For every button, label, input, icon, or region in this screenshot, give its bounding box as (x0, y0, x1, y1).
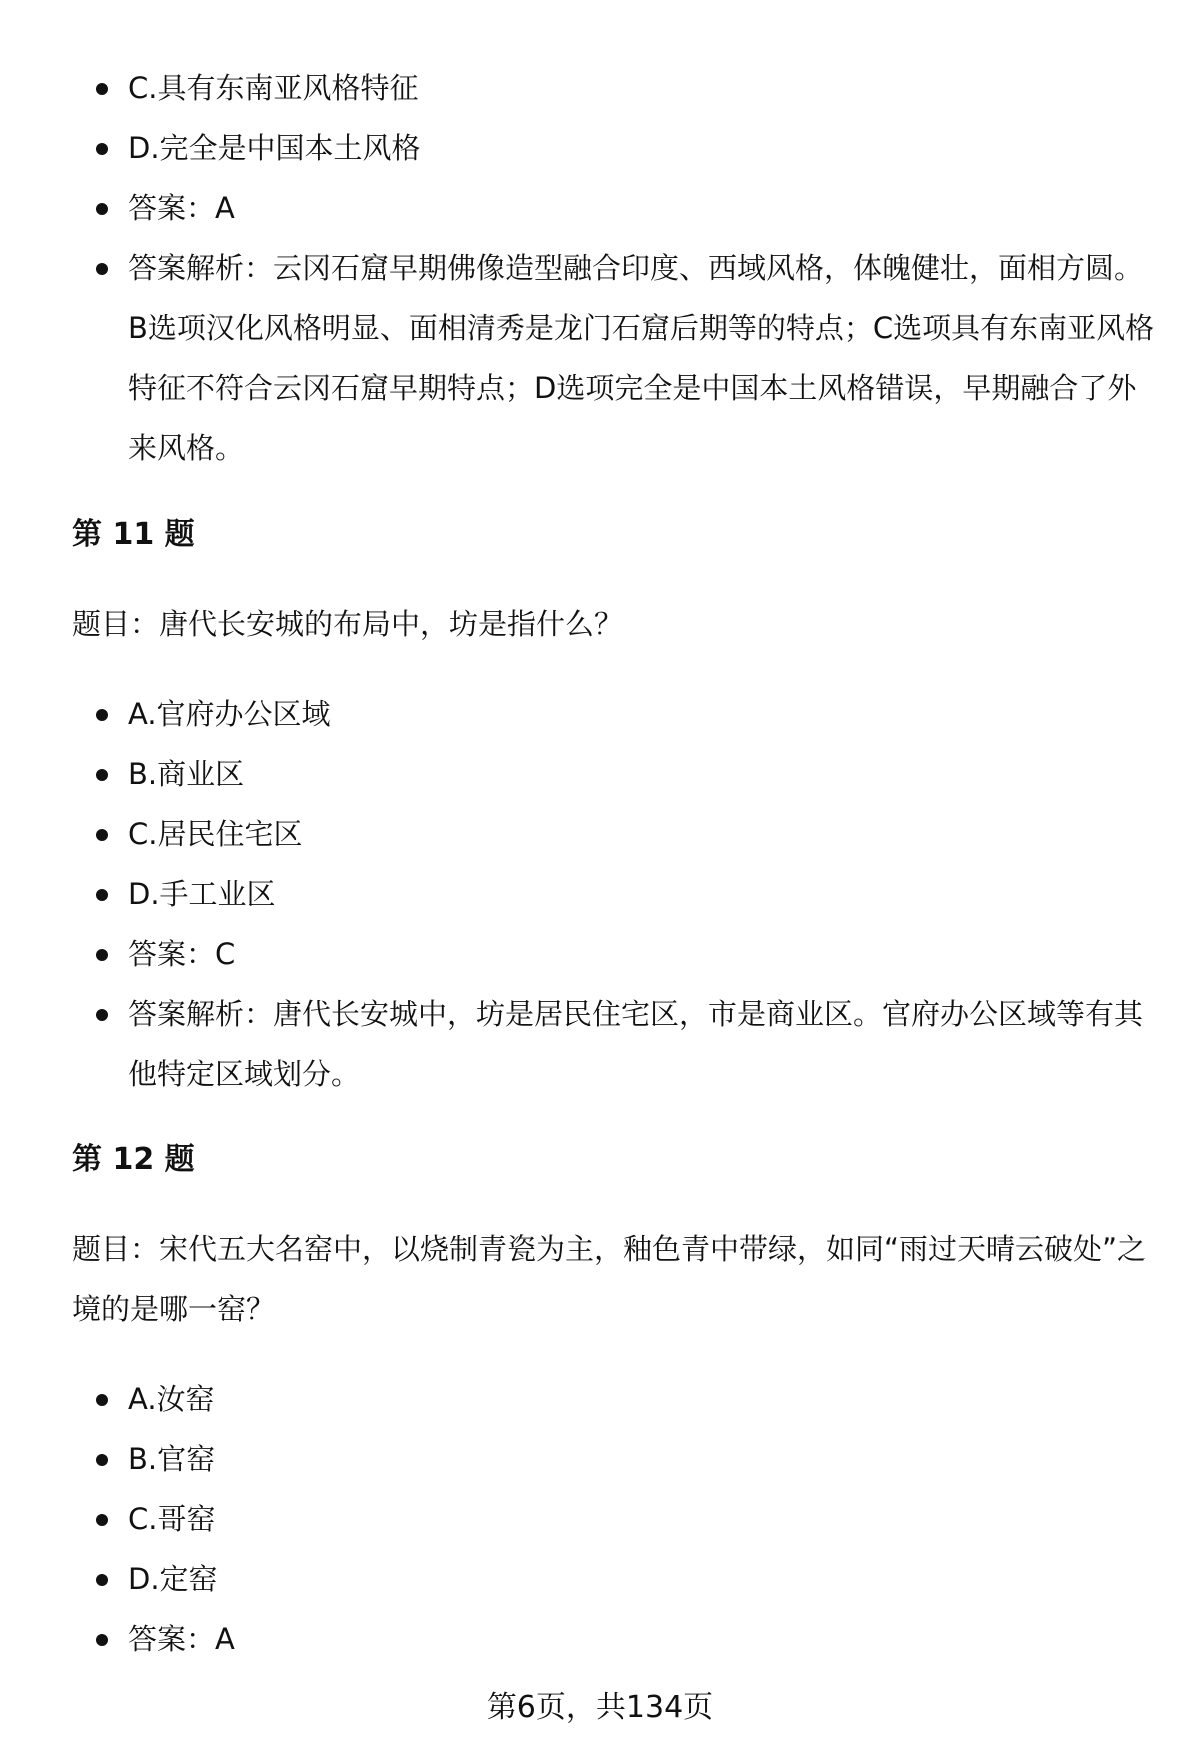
bullet-icon (96, 889, 108, 901)
bullet-icon (96, 1009, 108, 1021)
list-item: C.具有东南亚风格特征 (0, 58, 1200, 118)
prev-question-options (0, 58, 1200, 478)
list-item: D.完全是中国本土风格 (0, 118, 1200, 178)
answer-item: 答案：A (0, 1609, 1200, 1669)
bullet-icon (96, 263, 108, 275)
bullet-icon (96, 709, 108, 721)
bullet-icon (96, 1394, 108, 1406)
question-heading: 第 11 题 (72, 517, 195, 552)
q12-options (0, 1369, 1200, 1669)
list-item: C.哥窑 (0, 1489, 1200, 1549)
question-text: 题目：宋代五大名窑中，以烧制青瓷为主，釉色青中带绿，如同“雨过天晴云破处”之境的是哪一窑？ (72, 1232, 1147, 1326)
list-item: B.商业区 (0, 744, 1200, 804)
bullet-icon (96, 1454, 108, 1466)
bullet-icon (96, 1574, 108, 1586)
question-text: 题目：唐代长安城的布局中，坊是指什么？ (72, 607, 624, 641)
question-heading: 第 12 题 (72, 1142, 195, 1177)
answer-item: 答案：C (0, 924, 1200, 984)
list-item: D.手工业区 (0, 864, 1200, 924)
list-item: B.官窑 (0, 1429, 1200, 1489)
bullet-icon (96, 1634, 108, 1646)
list-item: D.定窑 (0, 1549, 1200, 1609)
list-item: C.居民住宅区 (0, 804, 1200, 864)
explanation-item: 答案解析：云冈石窟早期佛像造型融合印度、西域风格，体魄健壮，面相方圆。B选项汉化风格明显、面相清秀是龙门石窟后期等的特点；C选项具有东南亚风格特征不符合云冈石窟早期特点；D选项完全是中国本土风格错误，早期融合了外来风格。 (0, 238, 1200, 478)
bullet-icon (96, 83, 108, 95)
list-item: A.汝窑 (0, 1369, 1200, 1429)
bullet-icon (96, 769, 108, 781)
bullet-icon (96, 949, 108, 961)
answer-item: 答案：A (0, 178, 1200, 238)
bullet-icon (96, 829, 108, 841)
explanation-item: 答案解析：唐代长安城中，坊是居民住宅区，市是商业区。官府办公区域等有其他特定区域划分。 (0, 984, 1200, 1104)
page-number: 第6页，共134页 (486, 1690, 714, 1725)
q11-options (0, 684, 1200, 1104)
list-item: A.官府办公区域 (0, 684, 1200, 744)
bullet-icon (96, 1514, 108, 1526)
bullet-icon (96, 143, 108, 155)
bullet-icon (96, 203, 108, 215)
